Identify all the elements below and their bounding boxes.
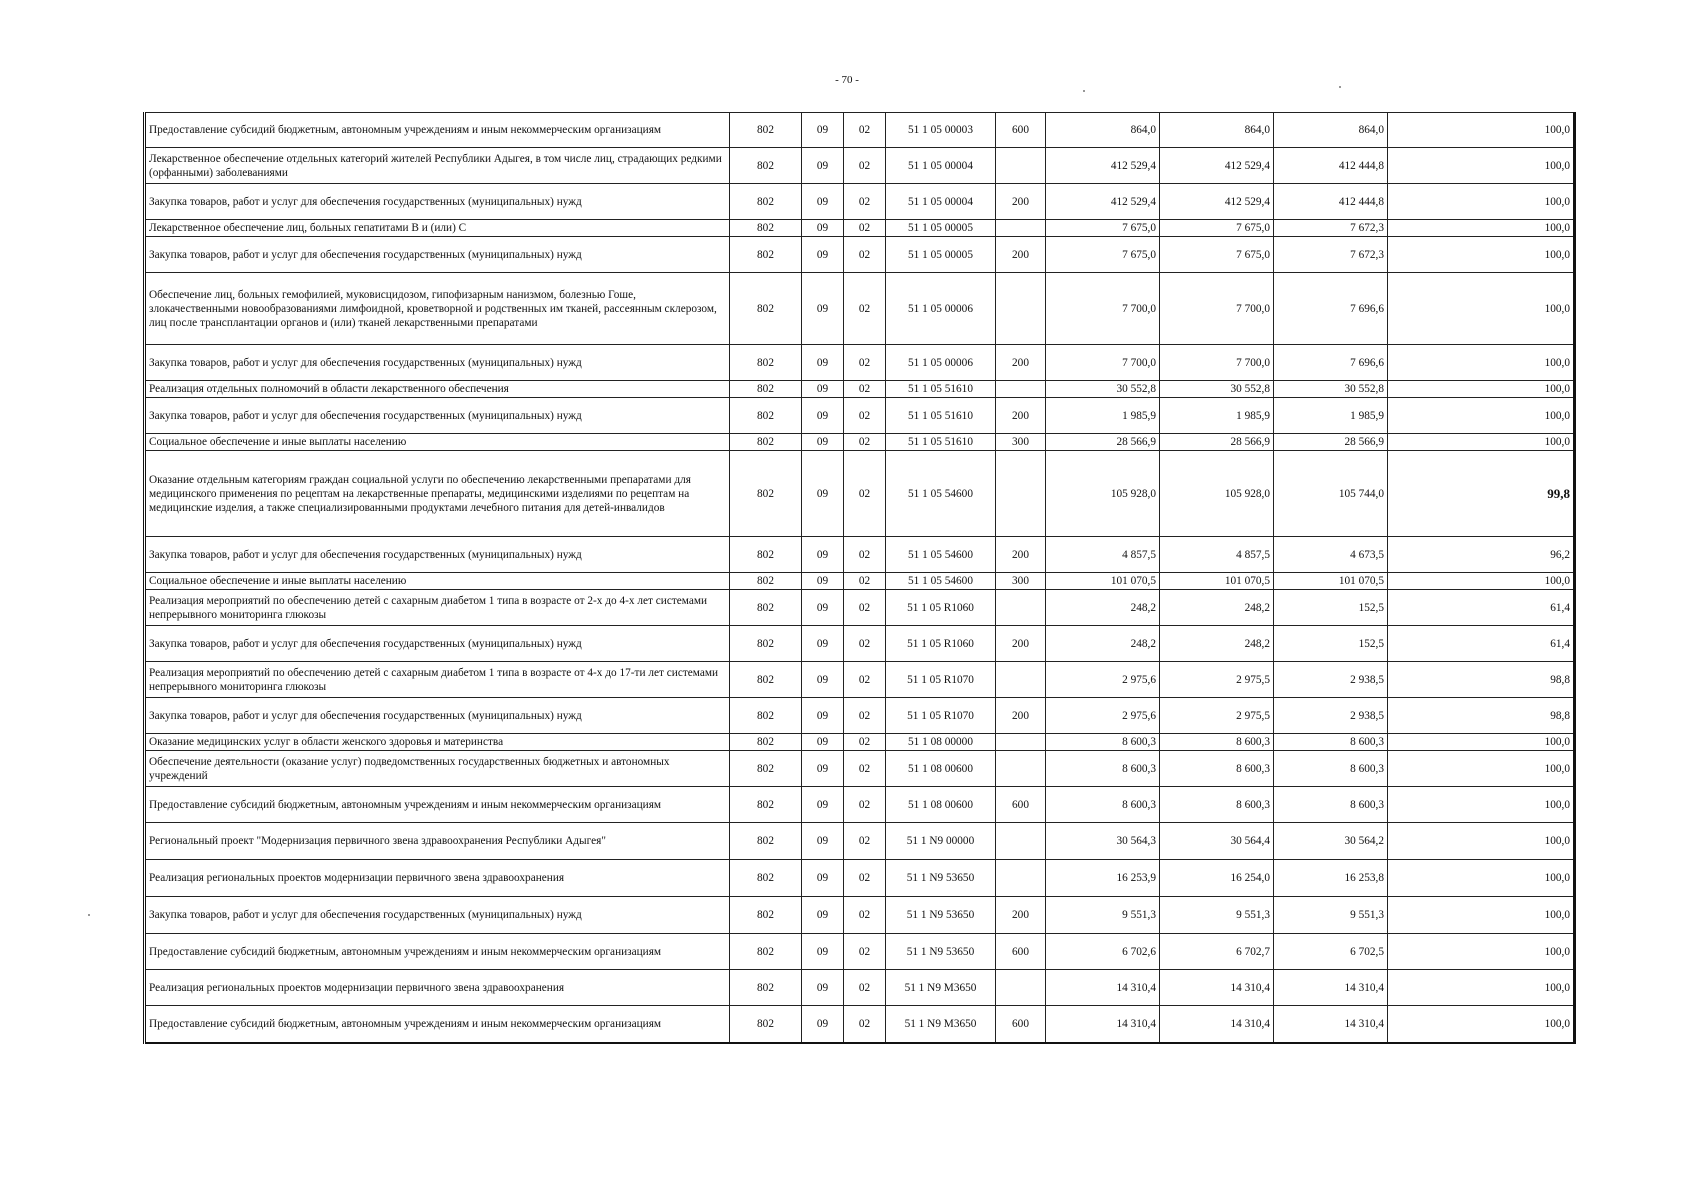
table-row xyxy=(145,537,1575,573)
expense-type-code xyxy=(996,860,1046,897)
subsection-code: 02 xyxy=(844,970,886,1006)
target-item-code: 51 1 05 00004 xyxy=(886,184,996,220)
approved-amount: 14 310,4 xyxy=(1160,970,1274,1006)
planned-amount: 105 928,0 xyxy=(1046,451,1160,537)
section-code: 09 xyxy=(802,273,844,345)
executed-amount: 14 310,4 xyxy=(1274,970,1388,1006)
table-row xyxy=(145,345,1575,381)
target-item-code: 51 1 08 00600 xyxy=(886,751,996,787)
section-code: 09 xyxy=(802,345,844,381)
row-description: Закупка товаров, работ и услуг для обеспечения государственных (муниципальных) нужд xyxy=(145,537,730,573)
row-description: Обеспечение деятельности (оказание услуг) подведомственных государственных бюджетных и автономных учреждений xyxy=(145,751,730,787)
ministry-code: 802 xyxy=(730,273,802,345)
section-code: 09 xyxy=(802,897,844,934)
ministry-code: 802 xyxy=(730,860,802,897)
table-row xyxy=(145,860,1575,897)
execution-percent: 99,8 xyxy=(1388,451,1575,537)
row-description: Закупка товаров, работ и услуг для обеспечения государственных (муниципальных) нужд xyxy=(145,626,730,662)
ministry-code: 802 xyxy=(730,381,802,398)
expense-type-code: 200 xyxy=(996,184,1046,220)
ministry-code: 802 xyxy=(730,662,802,698)
approved-amount: 6 702,7 xyxy=(1160,934,1274,970)
planned-amount: 14 310,4 xyxy=(1046,1006,1160,1043)
subsection-code: 02 xyxy=(844,398,886,434)
section-code: 09 xyxy=(802,626,844,662)
section-code: 09 xyxy=(802,381,844,398)
row-description: Оказание отдельным категориям граждан социальной услуги по обеспечению лекарственными препаратами для медицинского применения по рецептам на лекарственные препараты, медицинскими изделиями по рецептам на медицинские изделия, а также специализированными продуктами лечебного питания для детей-инвалидов xyxy=(145,451,730,537)
ministry-code: 802 xyxy=(730,823,802,860)
target-item-code: 51 1 N9 M3650 xyxy=(886,970,996,1006)
approved-amount: 16 254,0 xyxy=(1160,860,1274,897)
planned-amount: 248,2 xyxy=(1046,590,1160,626)
subsection-code: 02 xyxy=(844,626,886,662)
target-item-code: 51 1 N9 53650 xyxy=(886,934,996,970)
section-code: 09 xyxy=(802,237,844,273)
table-row xyxy=(145,662,1575,698)
table-body xyxy=(145,113,1575,1043)
table-row xyxy=(145,698,1575,734)
execution-percent: 100,0 xyxy=(1388,398,1575,434)
planned-amount: 7 675,0 xyxy=(1046,220,1160,237)
section-code: 09 xyxy=(802,451,844,537)
executed-amount: 9 551,3 xyxy=(1274,897,1388,934)
approved-amount: 248,2 xyxy=(1160,626,1274,662)
approved-amount: 101 070,5 xyxy=(1160,573,1274,590)
target-item-code: 51 1 08 00600 xyxy=(886,787,996,823)
subsection-code: 02 xyxy=(844,345,886,381)
execution-percent: 61,4 xyxy=(1388,626,1575,662)
table-row xyxy=(145,451,1575,537)
planned-amount: 8 600,3 xyxy=(1046,787,1160,823)
expense-type-code: 600 xyxy=(996,934,1046,970)
execution-percent: 100,0 xyxy=(1388,381,1575,398)
planned-amount: 8 600,3 xyxy=(1046,751,1160,787)
approved-amount: 105 928,0 xyxy=(1160,451,1274,537)
scan-speck xyxy=(88,914,90,916)
subsection-code: 02 xyxy=(844,860,886,897)
expense-type-code xyxy=(996,662,1046,698)
ministry-code: 802 xyxy=(730,698,802,734)
expense-type-code: 200 xyxy=(996,398,1046,434)
table-row xyxy=(145,934,1575,970)
approved-amount: 1 985,9 xyxy=(1160,398,1274,434)
target-item-code: 51 1 05 51610 xyxy=(886,434,996,451)
approved-amount: 30 552,8 xyxy=(1160,381,1274,398)
ministry-code: 802 xyxy=(730,590,802,626)
table-row xyxy=(145,573,1575,590)
row-description: Реализация отдельных полномочий в области лекарственного обеспечения xyxy=(145,381,730,398)
execution-percent: 100,0 xyxy=(1388,787,1575,823)
ministry-code: 802 xyxy=(730,148,802,184)
subsection-code: 02 xyxy=(844,434,886,451)
row-description: Предоставление субсидий бюджетным, автономным учреждениям и иным некоммерческим организациям xyxy=(145,787,730,823)
row-description: Реализация мероприятий по обеспечению детей с сахарным диабетом 1 типа в возрасте от 2-х до 4-х лет системами непрерывного мониторинга глюкозы xyxy=(145,590,730,626)
row-description: Закупка товаров, работ и услуг для обеспечения государственных (муниципальных) нужд xyxy=(145,184,730,220)
section-code: 09 xyxy=(802,860,844,897)
target-item-code: 51 1 08 00000 xyxy=(886,734,996,751)
approved-amount: 864,0 xyxy=(1160,113,1274,148)
row-description: Оказание медицинских услуг в области женского здоровья и материнства xyxy=(145,734,730,751)
executed-amount: 412 444,8 xyxy=(1274,184,1388,220)
row-description: Лекарственное обеспечение лиц, больных гепатитами В и (или) С xyxy=(145,220,730,237)
planned-amount: 7 675,0 xyxy=(1046,237,1160,273)
planned-amount: 2 975,6 xyxy=(1046,662,1160,698)
section-code: 09 xyxy=(802,751,844,787)
planned-amount: 412 529,4 xyxy=(1046,148,1160,184)
target-item-code: 51 1 N9 M3650 xyxy=(886,1006,996,1043)
row-description: Обеспечение лиц, больных гемофилией, муковисцидозом, гипофизарным нанизмом, болезнью Гоше, злокачественными новообразованиями лимфоидной, кроветворной и родственных им тканей, рассеянным склерозом, лиц после трансплантации органов и (или) тканей лекарственными препаратами xyxy=(145,273,730,345)
target-item-code: 51 1 05 R1070 xyxy=(886,662,996,698)
execution-percent: 100,0 xyxy=(1388,934,1575,970)
table-row xyxy=(145,897,1575,934)
subsection-code: 02 xyxy=(844,220,886,237)
row-description: Закупка товаров, работ и услуг для обеспечения государственных (муниципальных) нужд xyxy=(145,398,730,434)
ministry-code: 802 xyxy=(730,934,802,970)
row-description: Реализация региональных проектов модернизации первичного звена здравоохранения xyxy=(145,970,730,1006)
expense-type-code: 600 xyxy=(996,113,1046,148)
ministry-code: 802 xyxy=(730,398,802,434)
ministry-code: 802 xyxy=(730,451,802,537)
executed-amount: 8 600,3 xyxy=(1274,787,1388,823)
subsection-code: 02 xyxy=(844,751,886,787)
ministry-code: 802 xyxy=(730,537,802,573)
approved-amount: 14 310,4 xyxy=(1160,1006,1274,1043)
expense-type-code xyxy=(996,590,1046,626)
section-code: 09 xyxy=(802,787,844,823)
row-description: Закупка товаров, работ и услуг для обеспечения государственных (муниципальных) нужд xyxy=(145,698,730,734)
row-description: Закупка товаров, работ и услуг для обеспечения государственных (муниципальных) нужд xyxy=(145,897,730,934)
planned-amount: 14 310,4 xyxy=(1046,970,1160,1006)
planned-amount: 30 552,8 xyxy=(1046,381,1160,398)
row-description: Предоставление субсидий бюджетным, автономным учреждениям и иным некоммерческим организациям xyxy=(145,1006,730,1043)
section-code: 09 xyxy=(802,184,844,220)
execution-percent: 98,8 xyxy=(1388,698,1575,734)
section-code: 09 xyxy=(802,398,844,434)
table-row xyxy=(145,113,1575,148)
approved-amount: 7 700,0 xyxy=(1160,273,1274,345)
execution-percent: 100,0 xyxy=(1388,184,1575,220)
executed-amount: 105 744,0 xyxy=(1274,451,1388,537)
row-description: Закупка товаров, работ и услуг для обеспечения государственных (муниципальных) нужд xyxy=(145,237,730,273)
expense-type-code: 200 xyxy=(996,897,1046,934)
subsection-code: 02 xyxy=(844,184,886,220)
expense-type-code: 200 xyxy=(996,626,1046,662)
target-item-code: 51 1 05 R1070 xyxy=(886,698,996,734)
expense-type-code: 200 xyxy=(996,537,1046,573)
approved-amount: 248,2 xyxy=(1160,590,1274,626)
section-code: 09 xyxy=(802,113,844,148)
table-row xyxy=(145,1006,1575,1043)
ministry-code: 802 xyxy=(730,573,802,590)
subsection-code: 02 xyxy=(844,823,886,860)
execution-percent: 100,0 xyxy=(1388,220,1575,237)
executed-amount: 7 696,6 xyxy=(1274,273,1388,345)
expense-type-code: 600 xyxy=(996,787,1046,823)
section-code: 09 xyxy=(802,434,844,451)
table-row xyxy=(145,823,1575,860)
planned-amount: 2 975,6 xyxy=(1046,698,1160,734)
ministry-code: 802 xyxy=(730,626,802,662)
table-row xyxy=(145,626,1575,662)
planned-amount: 6 702,6 xyxy=(1046,934,1160,970)
planned-amount: 7 700,0 xyxy=(1046,273,1160,345)
approved-amount: 2 975,5 xyxy=(1160,662,1274,698)
subsection-code: 02 xyxy=(844,734,886,751)
expense-type-code xyxy=(996,220,1046,237)
section-code: 09 xyxy=(802,823,844,860)
ministry-code: 802 xyxy=(730,1006,802,1043)
target-item-code: 51 1 05 00003 xyxy=(886,113,996,148)
approved-amount: 7 700,0 xyxy=(1160,345,1274,381)
table-row xyxy=(145,434,1575,451)
table-row xyxy=(145,381,1575,398)
table-row xyxy=(145,734,1575,751)
execution-percent: 100,0 xyxy=(1388,345,1575,381)
target-item-code: 51 1 05 51610 xyxy=(886,398,996,434)
executed-amount: 412 444,8 xyxy=(1274,148,1388,184)
subsection-code: 02 xyxy=(844,934,886,970)
planned-amount: 1 985,9 xyxy=(1046,398,1160,434)
subsection-code: 02 xyxy=(844,113,886,148)
planned-amount: 28 566,9 xyxy=(1046,434,1160,451)
executed-amount: 7 696,6 xyxy=(1274,345,1388,381)
executed-amount: 2 938,5 xyxy=(1274,662,1388,698)
subsection-code: 02 xyxy=(844,698,886,734)
executed-amount: 16 253,8 xyxy=(1274,860,1388,897)
ministry-code: 802 xyxy=(730,345,802,381)
execution-percent: 100,0 xyxy=(1388,970,1575,1006)
execution-percent: 96,2 xyxy=(1388,537,1575,573)
executed-amount: 152,5 xyxy=(1274,626,1388,662)
ministry-code: 802 xyxy=(730,237,802,273)
execution-percent: 100,0 xyxy=(1388,113,1575,148)
ministry-code: 802 xyxy=(730,434,802,451)
section-code: 09 xyxy=(802,734,844,751)
planned-amount: 30 564,3 xyxy=(1046,823,1160,860)
budget-table-container xyxy=(143,112,1573,1044)
scan-speck xyxy=(1339,86,1341,88)
approved-amount: 8 600,3 xyxy=(1160,751,1274,787)
section-code: 09 xyxy=(802,934,844,970)
planned-amount: 864,0 xyxy=(1046,113,1160,148)
execution-percent: 100,0 xyxy=(1388,434,1575,451)
expense-type-code xyxy=(996,734,1046,751)
table-row xyxy=(145,273,1575,345)
target-item-code: 51 1 05 54600 xyxy=(886,537,996,573)
section-code: 09 xyxy=(802,148,844,184)
target-item-code: 51 1 05 54600 xyxy=(886,451,996,537)
executed-amount: 2 938,5 xyxy=(1274,698,1388,734)
subsection-code: 02 xyxy=(844,381,886,398)
subsection-code: 02 xyxy=(844,237,886,273)
approved-amount: 4 857,5 xyxy=(1160,537,1274,573)
row-description: Социальное обеспечение и иные выплаты населению xyxy=(145,434,730,451)
target-item-code: 51 1 05 R1060 xyxy=(886,590,996,626)
approved-amount: 412 529,4 xyxy=(1160,184,1274,220)
subsection-code: 02 xyxy=(844,451,886,537)
subsection-code: 02 xyxy=(844,897,886,934)
planned-amount: 4 857,5 xyxy=(1046,537,1160,573)
section-code: 09 xyxy=(802,590,844,626)
approved-amount: 9 551,3 xyxy=(1160,897,1274,934)
executed-amount: 14 310,4 xyxy=(1274,1006,1388,1043)
subsection-code: 02 xyxy=(844,573,886,590)
executed-amount: 1 985,9 xyxy=(1274,398,1388,434)
execution-percent: 100,0 xyxy=(1388,897,1575,934)
ministry-code: 802 xyxy=(730,751,802,787)
executed-amount: 30 552,8 xyxy=(1274,381,1388,398)
execution-percent: 61,4 xyxy=(1388,590,1575,626)
ministry-code: 802 xyxy=(730,897,802,934)
row-description: Предоставление субсидий бюджетным, автономным учреждениям и иным некоммерческим организациям xyxy=(145,113,730,148)
target-item-code: 51 1 05 00006 xyxy=(886,273,996,345)
subsection-code: 02 xyxy=(844,537,886,573)
row-description: Лекарственное обеспечение отдельных категорий жителей Республики Адыгея, в том числе лиц, страдающих редкими (орфанными) заболеваниями xyxy=(145,148,730,184)
table-row xyxy=(145,220,1575,237)
row-description: Региональный проект "Модернизация первичного звена здравоохранения Республики Адыгея" xyxy=(145,823,730,860)
target-item-code: 51 1 N9 53650 xyxy=(886,897,996,934)
execution-percent: 100,0 xyxy=(1388,823,1575,860)
executed-amount: 30 564,2 xyxy=(1274,823,1388,860)
execution-percent: 100,0 xyxy=(1388,573,1575,590)
target-item-code: 51 1 05 00004 xyxy=(886,148,996,184)
budget-table xyxy=(143,112,1576,1044)
planned-amount: 8 600,3 xyxy=(1046,734,1160,751)
expense-type-code: 600 xyxy=(996,1006,1046,1043)
approved-amount: 30 564,4 xyxy=(1160,823,1274,860)
row-description: Реализация региональных проектов модернизации первичного звена здравоохранения xyxy=(145,860,730,897)
executed-amount: 6 702,5 xyxy=(1274,934,1388,970)
expense-type-code: 200 xyxy=(996,345,1046,381)
executed-amount: 8 600,3 xyxy=(1274,751,1388,787)
executed-amount: 152,5 xyxy=(1274,590,1388,626)
executed-amount: 7 672,3 xyxy=(1274,237,1388,273)
ministry-code: 802 xyxy=(730,113,802,148)
expense-type-code xyxy=(996,381,1046,398)
row-description: Предоставление субсидий бюджетным, автономным учреждениям и иным некоммерческим организациям xyxy=(145,934,730,970)
execution-percent: 100,0 xyxy=(1388,734,1575,751)
scan-speck xyxy=(1083,90,1085,92)
expense-type-code: 200 xyxy=(996,698,1046,734)
executed-amount: 28 566,9 xyxy=(1274,434,1388,451)
executed-amount: 4 673,5 xyxy=(1274,537,1388,573)
table-row xyxy=(145,148,1575,184)
row-description: Закупка товаров, работ и услуг для обеспечения государственных (муниципальных) нужд xyxy=(145,345,730,381)
approved-amount: 8 600,3 xyxy=(1160,734,1274,751)
expense-type-code xyxy=(996,451,1046,537)
section-code: 09 xyxy=(802,220,844,237)
execution-percent: 100,0 xyxy=(1388,860,1575,897)
target-item-code: 51 1 05 R1060 xyxy=(886,626,996,662)
target-item-code: 51 1 05 54600 xyxy=(886,573,996,590)
table-row xyxy=(145,970,1575,1006)
planned-amount: 101 070,5 xyxy=(1046,573,1160,590)
ministry-code: 802 xyxy=(730,734,802,751)
subsection-code: 02 xyxy=(844,787,886,823)
table-row xyxy=(145,237,1575,273)
execution-percent: 100,0 xyxy=(1388,1006,1575,1043)
expense-type-code: 200 xyxy=(996,237,1046,273)
ministry-code: 802 xyxy=(730,220,802,237)
subsection-code: 02 xyxy=(844,1006,886,1043)
section-code: 09 xyxy=(802,573,844,590)
execution-percent: 100,0 xyxy=(1388,148,1575,184)
target-item-code: 51 1 05 51610 xyxy=(886,381,996,398)
executed-amount: 101 070,5 xyxy=(1274,573,1388,590)
execution-percent: 100,0 xyxy=(1388,273,1575,345)
table-row xyxy=(145,787,1575,823)
expense-type-code: 300 xyxy=(996,573,1046,590)
approved-amount: 28 566,9 xyxy=(1160,434,1274,451)
executed-amount: 864,0 xyxy=(1274,113,1388,148)
section-code: 09 xyxy=(802,537,844,573)
execution-percent: 100,0 xyxy=(1388,751,1575,787)
planned-amount: 16 253,9 xyxy=(1046,860,1160,897)
executed-amount: 8 600,3 xyxy=(1274,734,1388,751)
ministry-code: 802 xyxy=(730,787,802,823)
ministry-code: 802 xyxy=(730,184,802,220)
expense-type-code: 300 xyxy=(996,434,1046,451)
planned-amount: 9 551,3 xyxy=(1046,897,1160,934)
subsection-code: 02 xyxy=(844,662,886,698)
ministry-code: 802 xyxy=(730,970,802,1006)
execution-percent: 98,8 xyxy=(1388,662,1575,698)
target-item-code: 51 1 05 00006 xyxy=(886,345,996,381)
planned-amount: 412 529,4 xyxy=(1046,184,1160,220)
section-code: 09 xyxy=(802,662,844,698)
row-description: Реализация мероприятий по обеспечению детей с сахарным диабетом 1 типа в возрасте от 4-х до 17-ти лет системами непрерывного мониторинга глюкозы xyxy=(145,662,730,698)
subsection-code: 02 xyxy=(844,273,886,345)
planned-amount: 248,2 xyxy=(1046,626,1160,662)
expense-type-code xyxy=(996,751,1046,787)
table-row xyxy=(145,751,1575,787)
expense-type-code xyxy=(996,823,1046,860)
table-row xyxy=(145,398,1575,434)
subsection-code: 02 xyxy=(844,590,886,626)
approved-amount: 7 675,0 xyxy=(1160,237,1274,273)
target-item-code: 51 1 N9 53650 xyxy=(886,860,996,897)
planned-amount: 7 700,0 xyxy=(1046,345,1160,381)
subsection-code: 02 xyxy=(844,148,886,184)
approved-amount: 7 675,0 xyxy=(1160,220,1274,237)
approved-amount: 8 600,3 xyxy=(1160,787,1274,823)
target-item-code: 51 1 05 00005 xyxy=(886,237,996,273)
table-row xyxy=(145,184,1575,220)
table-row xyxy=(145,590,1575,626)
expense-type-code xyxy=(996,148,1046,184)
row-description: Социальное обеспечение и иные выплаты населению xyxy=(145,573,730,590)
approved-amount: 2 975,5 xyxy=(1160,698,1274,734)
section-code: 09 xyxy=(802,1006,844,1043)
section-code: 09 xyxy=(802,970,844,1006)
execution-percent: 100,0 xyxy=(1388,237,1575,273)
executed-amount: 7 672,3 xyxy=(1274,220,1388,237)
page-number: - 70 - xyxy=(835,74,859,86)
expense-type-code xyxy=(996,273,1046,345)
target-item-code: 51 1 05 00005 xyxy=(886,220,996,237)
approved-amount: 412 529,4 xyxy=(1160,148,1274,184)
section-code: 09 xyxy=(802,698,844,734)
expense-type-code xyxy=(996,970,1046,1006)
target-item-code: 51 1 N9 00000 xyxy=(886,823,996,860)
